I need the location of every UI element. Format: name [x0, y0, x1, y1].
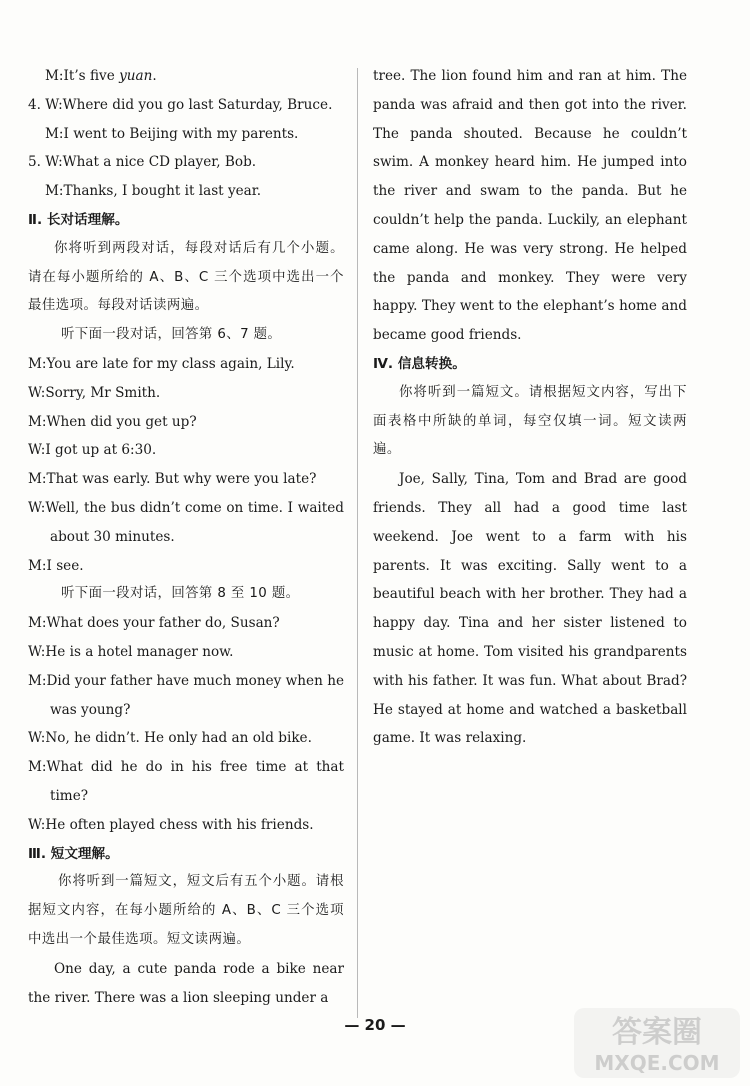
dialogue-line: W:I got up at 6:30.: [28, 442, 157, 459]
dialogue-line: 5. W:What a nice CD player, Bob.: [28, 154, 257, 171]
section-heading-passage: Ⅲ. 短文理解。: [28, 845, 119, 862]
passage-text: One day, a cute panda rode a bike near the river. There was a lion sleeping under a: [28, 960, 344, 1006]
subsection-instruction: 听下面一段对话，回答第 8 至 10 题。: [61, 586, 300, 602]
column-divider: [357, 68, 358, 1018]
punctuation: .: [152, 68, 157, 84]
left-column: [28, 62, 344, 1012]
dialogue-line: W:Sorry, Mr Smith.: [28, 384, 161, 401]
dialogue-line: M:I went to Beijing with my parents.: [45, 125, 299, 142]
dialogue-line: M:Did your father have much money when he was young?: [28, 672, 344, 718]
dialogue-line: M:Thanks, I bought it last year.: [45, 183, 262, 200]
dialogue-line: M:What does your father do, Susan?: [28, 615, 280, 632]
dialogue-line: W:No, he didn’t. He only had an old bike.: [28, 730, 312, 747]
watermark-top-text: 答案圈: [612, 1015, 702, 1050]
dialogue-line: M:I see.: [28, 557, 84, 574]
dialogue-line: M:That was early. But why were you late?: [28, 471, 317, 488]
dialogue-line: [28, 62, 344, 91]
dialogue-line: W:Well, the bus didn’t come on time. I waited about 30 minutes.: [28, 499, 344, 545]
dialogue-line: W:He is a hotel manager now.: [28, 643, 234, 660]
section-instructions: 你将听到一篇短文，短文后有五个小题。请根据短文内容，在每小题所给的 A、B、C 三个选项中选出一个最佳选项。短文读两遍。: [28, 874, 344, 947]
section-heading-info-transfer: Ⅳ. 信息转换。: [373, 355, 466, 372]
italic-word: yuan: [119, 68, 153, 84]
passage-text: tree. The lion found him and ran at him. The panda was afraid and then got into the river. The panda shouted. Because he couldn’t swim. A monkey heard him. He jumped into the river and swam to the panda. But he couldn’t help the panda. Luckily, an elephant came along. He was very strong. He helped the panda and monkey. They were very happy. They went to the elephant’s home and became good friends.: [373, 68, 687, 344]
section-heading-long-dialogue: Ⅱ. 长对话理解。: [28, 211, 129, 228]
watermark-bottom-text: MXQE.COM: [594, 1051, 720, 1075]
dialogue-1: [28, 350, 344, 580]
watermark-graphic: [572, 1004, 742, 1080]
site-watermark-logo: [572, 1004, 742, 1080]
dialogue-line: M:When did you get up?: [28, 413, 197, 430]
subsection-instruction: 听下面一段对话，回答第 6、7 题。: [61, 327, 282, 343]
dialogue-line: M:You are late for my class again, Lily.: [28, 355, 295, 372]
dialogue-line: M:What did he do in his free time at that time?: [28, 759, 344, 804]
passage-text: Joe, Sally, Tina, Tom and Brad are good friends. They all had a good time last weekend. Joe went to a farm with his parents. It was exciting. Sally went to a beautiful beach with her brother. They had a happy day. Tina and her sister listened to music at home. Tom visited his grandparents with his father. It was fun. What about Brad? He stayed at home and watched a basketball game. It was relaxing.: [373, 471, 687, 747]
right-column: [373, 62, 687, 753]
speaker-label: M:: [45, 68, 64, 84]
dialogue-text: It’s five: [63, 68, 120, 84]
dialogue-2: [28, 609, 344, 839]
page-number: — 20 —: [344, 1016, 406, 1034]
section-instructions: 你将听到两段对话，每段对话后有几个小题。请在每小题所给的 A、B、C 三个选项中选出一个最佳选项。每段对话读两遍。: [28, 240, 344, 314]
dialogue-line: W:He often played chess with his friends.: [28, 816, 314, 833]
dialogue-line: 4. W:Where did you go last Saturday, Bruce.: [28, 96, 333, 113]
section-instructions: 你将听到一篇短文。请根据短文内容，写出下面表格中所缺的单词，每空仅填一词。短文读两遍。: [373, 384, 687, 458]
